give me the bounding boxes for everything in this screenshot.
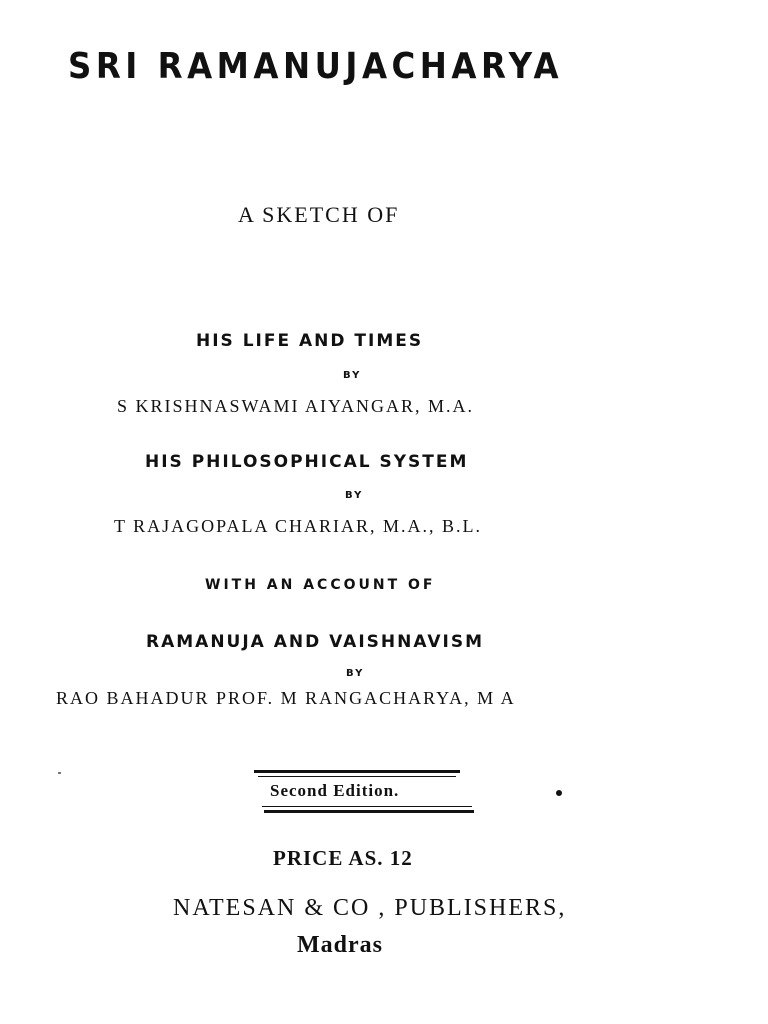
price: PRICE AS. 12 [273,846,413,870]
section-heading-with-an-account-of: WITH AN ACCOUNT OF [205,577,436,593]
top-rule-thin [258,776,456,777]
by-label-2: BY [345,490,364,501]
by-label-1: BY [343,370,362,381]
author-rangacharya: RAO BAHADUR PROF. M RANGACHARYA, M A [56,688,516,708]
ink-dot [556,790,562,796]
by-label-3: BY [346,668,365,679]
edition-label: Second Edition. [270,781,400,800]
section-heading-philosophical-system: HIS PHILOSOPHICAL SYSTEM [145,452,469,472]
top-rule-thick [254,770,460,773]
publisher-city: Madras [297,932,383,958]
section-heading-ramanuja-and-vaishnavism: RAMANUJA AND VAISHNAVISM [146,632,484,652]
author-krishnaswami-aiyangar: S KRISHNASWAMI AIYANGAR, M.A. [117,396,475,416]
book-title: SRI RAMANUJACHARYA [68,46,564,87]
bottom-rule-thick [264,810,474,813]
print-speck [58,772,61,774]
publisher: NATESAN & CO , PUBLISHERS, [173,895,567,921]
author-rajagopala-chariar: T RAJAGOPALA CHARIAR, M.A., B.L. [114,516,483,536]
section-heading-life-and-times: HIS LIFE AND TIMES [196,331,424,351]
bottom-rule-thin [262,806,472,807]
subtitle: A SKETCH OF [238,202,400,227]
